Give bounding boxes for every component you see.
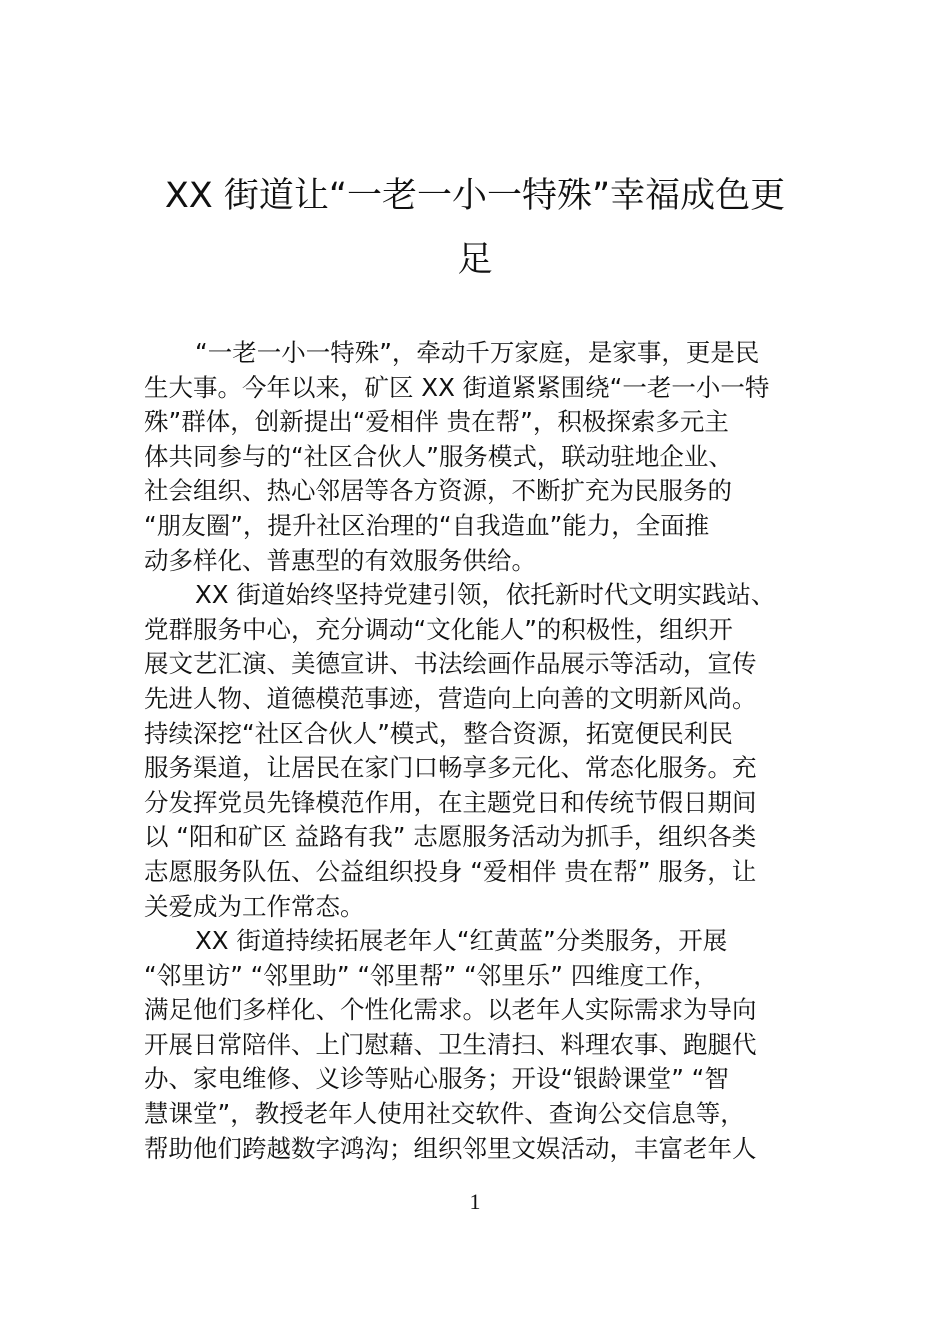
text-line: 展文艺汇演、美德宣讲、书法绘画作品展示等活动，宣传 xyxy=(144,649,757,679)
text-line: 帮助他们跨越数字鸿沟；组织邻里文娱活动，丰富老年人 xyxy=(144,1133,757,1163)
text-line: 党群服务中心，充分调动“文化能人”的积极性，组织开 xyxy=(144,614,733,644)
text-line: 体共同参与的“社区合伙人”服务模式，联动驻地企业、 xyxy=(144,441,733,471)
text-line: 殊”群体，创新提出“爱相伴 贵在帮”，积极探索多元主 xyxy=(144,407,729,437)
document-body xyxy=(144,336,834,1166)
paragraph-2 xyxy=(144,578,834,924)
text-line: 社会组织、热心邻居等各方资源，不断扩充为民服务的 xyxy=(144,476,732,506)
document-title-line-1: XX 街道让“一老一小一特殊”幸福成色更 xyxy=(164,176,786,216)
text-line: 开展日常陪伴、上门慰藉、卫生清扫、料理农事、跑腿代 xyxy=(144,1029,757,1059)
text-line: 分发挥党员先锋模范作用，在主题党日和传统节假日期间 xyxy=(144,787,757,817)
text-line: “邻里访” “邻里助” “邻里帮” “邻里乐” 四维度工作， xyxy=(144,960,718,990)
text-line: 动多样化、普惠型的有效服务供给。 xyxy=(144,545,536,575)
paragraph-1 xyxy=(144,336,834,578)
text-line: 生大事。今年以来，矿区 XX 街道紧紧围绕“一老一小一特 xyxy=(144,372,770,402)
text-line: “一老一小一特殊”，牵动千万家庭，是家事，更是民 xyxy=(195,338,760,367)
page-number: 1 xyxy=(469,1189,481,1214)
paragraph-3 xyxy=(144,924,834,1166)
text-line: 以 “阳和矿区 益路有我” 志愿服务活动为抓手，组织各类 xyxy=(144,822,757,852)
text-line: 办、家电维修、义诊等贴心服务；开设“银龄课堂” “智 xyxy=(144,1064,729,1094)
text-line: 服务渠道，让居民在家门口畅享多元化、常态化服务。充 xyxy=(144,753,757,783)
text-line: 持续深挖“社区合伙人”模式，整合资源，拓宽便民利民 xyxy=(144,718,733,748)
text-line: “朋友圈”，提升社区治理的“自我造血”能力，全面推 xyxy=(144,510,710,540)
text-line: 关爱成为工作常态。 xyxy=(144,891,365,921)
text-line: 慧课堂”，教授老年人使用社交软件、查询公交信息等， xyxy=(144,1099,745,1129)
text-line: XX 街道始终坚持党建引领，依托新时代文明实践站、 xyxy=(195,580,776,610)
text-line: 先进人物、道德模范事迹，营造向上向善的文明新风尚。 xyxy=(144,683,757,713)
text-line: 满足他们多样化、个性化需求。以老年人实际需求为导向 xyxy=(144,995,757,1025)
text-line: XX 街道持续拓展老年人“红黄蓝”分类服务，开展 xyxy=(195,926,728,956)
document-title-line-2: 足 xyxy=(457,240,493,280)
text-line: 志愿服务队伍、公益组织投身 “爱相伴 贵在帮” 服务，让 xyxy=(144,856,757,886)
